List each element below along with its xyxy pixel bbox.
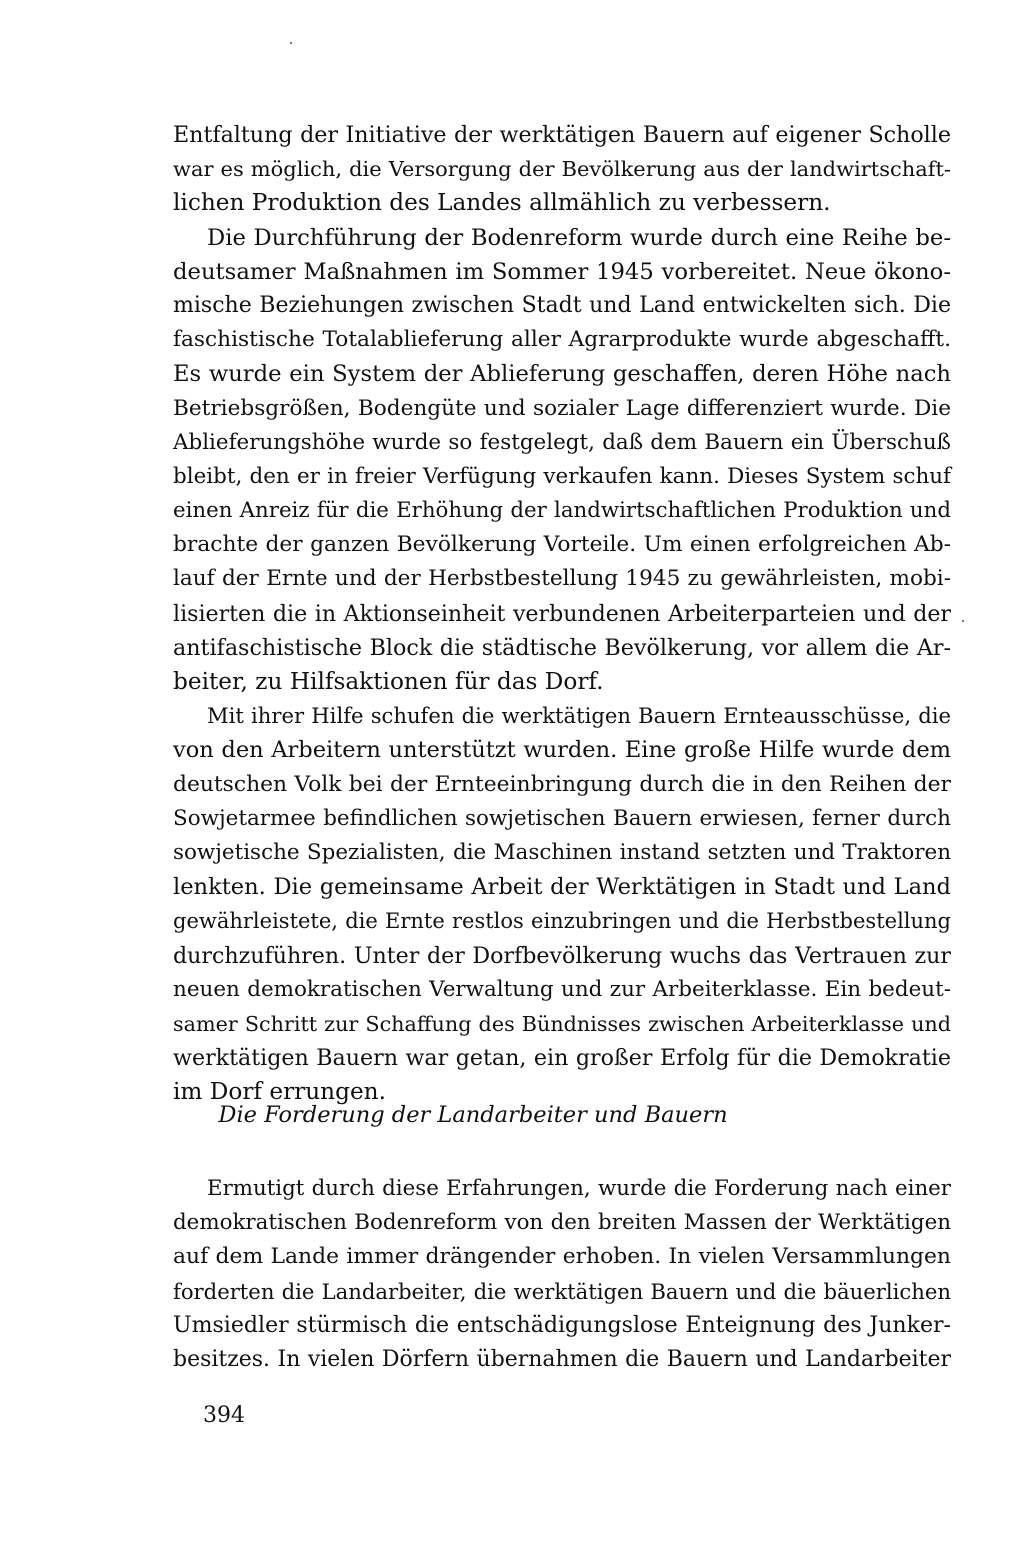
text-line: Umsiedler stürmisch die entschädigungslose Enteignung des Junker- [173, 1312, 951, 1338]
text-line: bleibt, den er in freier Verfügung verkaufen kann. Dieses System schuf [173, 463, 951, 489]
text-line: lauf der Ernte und der Herbstbestellung 1945 zu gewährleisten, mobi- [173, 566, 951, 592]
text-line: samer Schritt zur Schaffung des Bündnisses zwischen Arbeiterklasse und [173, 1011, 951, 1036]
text-line: mische Beziehungen zwischen Stadt und Land entwickelten sich. Die [173, 292, 951, 318]
text-line: demokratischen Bodenreform von den breiten Massen der Werktätigen [173, 1210, 951, 1236]
paragraph-4 [173, 1172, 951, 1377]
text-line: auf dem Lande immer drängender erhoben. In vielen Versammlungen [173, 1244, 951, 1270]
text-line: Es wurde ein System der Ablieferung geschaffen, deren Höhe nach [173, 361, 951, 388]
text-line: gewährleistete, die Ernte restlos einzubringen und die Herbstbestellung [173, 909, 951, 934]
text-line: deutschen Volk bei der Ernteeinbringung durch die in den Reihen der [173, 771, 951, 797]
text-line: Sowjetarmee befindlichen sowjetischen Bauern erwiesen, ferner durch [173, 805, 951, 831]
page-number: 394 [203, 1403, 245, 1428]
text-line: Entfaltung der Initiative der werktätigen Bauern auf eigener Scholle [173, 122, 951, 148]
text-line: werktätigen Bauern war getan, ein großer Erfolg für die Demokratie [173, 1045, 951, 1072]
text-line: Mit ihrer Hilfe schufen die werktätigen Bauern Ernteausschüsse, die [207, 703, 951, 729]
text-line: beiter, zu Hilfsaktionen für das Dorf. [173, 668, 604, 695]
text-line: lisierten die in Aktionseinheit verbundenen Arbeiterparteien und der [173, 600, 951, 627]
paragraph-2 [173, 221, 951, 700]
text-line: Ablieferungshöhe wurde so festgelegt, daß dem Bauern ein Überschuß [173, 429, 951, 455]
text-line: besitzes. In vielen Dörfern übernahmen die Bauern und Landarbeiter [173, 1346, 951, 1372]
text-line: lenkten. Die gemeinsame Arbeit der Werktätigen in Stadt und Land [173, 874, 951, 901]
section-heading: Die Forderung der Landarbeiter und Bauern [218, 1102, 728, 1128]
text-line: durchzuführen. Unter der Dorfbevölkerung wuchs das Vertrauen zur [173, 942, 951, 969]
scan-speck [290, 42, 292, 44]
text-line: sowjetische Spezialisten, die Maschinen instand setzten und Traktoren [173, 839, 951, 865]
body-text-upper [173, 118, 951, 1109]
text-line: deutsamer Maßnahmen im Sommer 1945 vorbereitet. Neue ökono- [173, 258, 951, 285]
text-line: Ermutigt durch diese Erfahrungen, wurde die Forderung nach einer [207, 1176, 951, 1201]
text-line: lichen Produktion des Landes allmählich zu verbessern. [173, 189, 831, 217]
scan-speck [962, 620, 964, 622]
text-line: brachte der ganzen Bevölkerung Vorteile. Um einen erfolgreichen Ab- [173, 532, 951, 558]
text-line: im Dorf errungen. [173, 1078, 386, 1106]
text-line: faschistische Totalablieferung aller Agrarprodukte wurde abgeschafft. [173, 327, 951, 353]
paragraph-1 [173, 118, 951, 221]
text-line: einen Anreiz für die Erhöhung der landwirtschaftlichen Produktion und [173, 498, 951, 524]
text-line: antifaschistische Block die städtische Bevölkerung, vor allem die Ar- [173, 634, 951, 661]
text-line: neuen demokratischen Verwaltung und zur Arbeiterklasse. Ein bedeut- [173, 976, 951, 1002]
text-line: von den Arbeitern unterstützt wurden. Eine große Hilfe wurde dem [173, 737, 951, 764]
text-line: war es möglich, die Versorgung der Bevölkerung aus der landwirtschaft- [173, 157, 951, 182]
text-line: forderten die Landarbeiter, die werktätigen Bauern und die bäuerlichen [173, 1278, 951, 1304]
text-line: Betriebsgrößen, Bodengüte und sozialer Lage differenziert wurde. Die [173, 395, 951, 421]
paragraph-3 [173, 699, 951, 1109]
text-line: Die Durchführung der Bodenreform wurde durch eine Reihe be- [207, 224, 951, 251]
body-text-lower [173, 1172, 951, 1377]
